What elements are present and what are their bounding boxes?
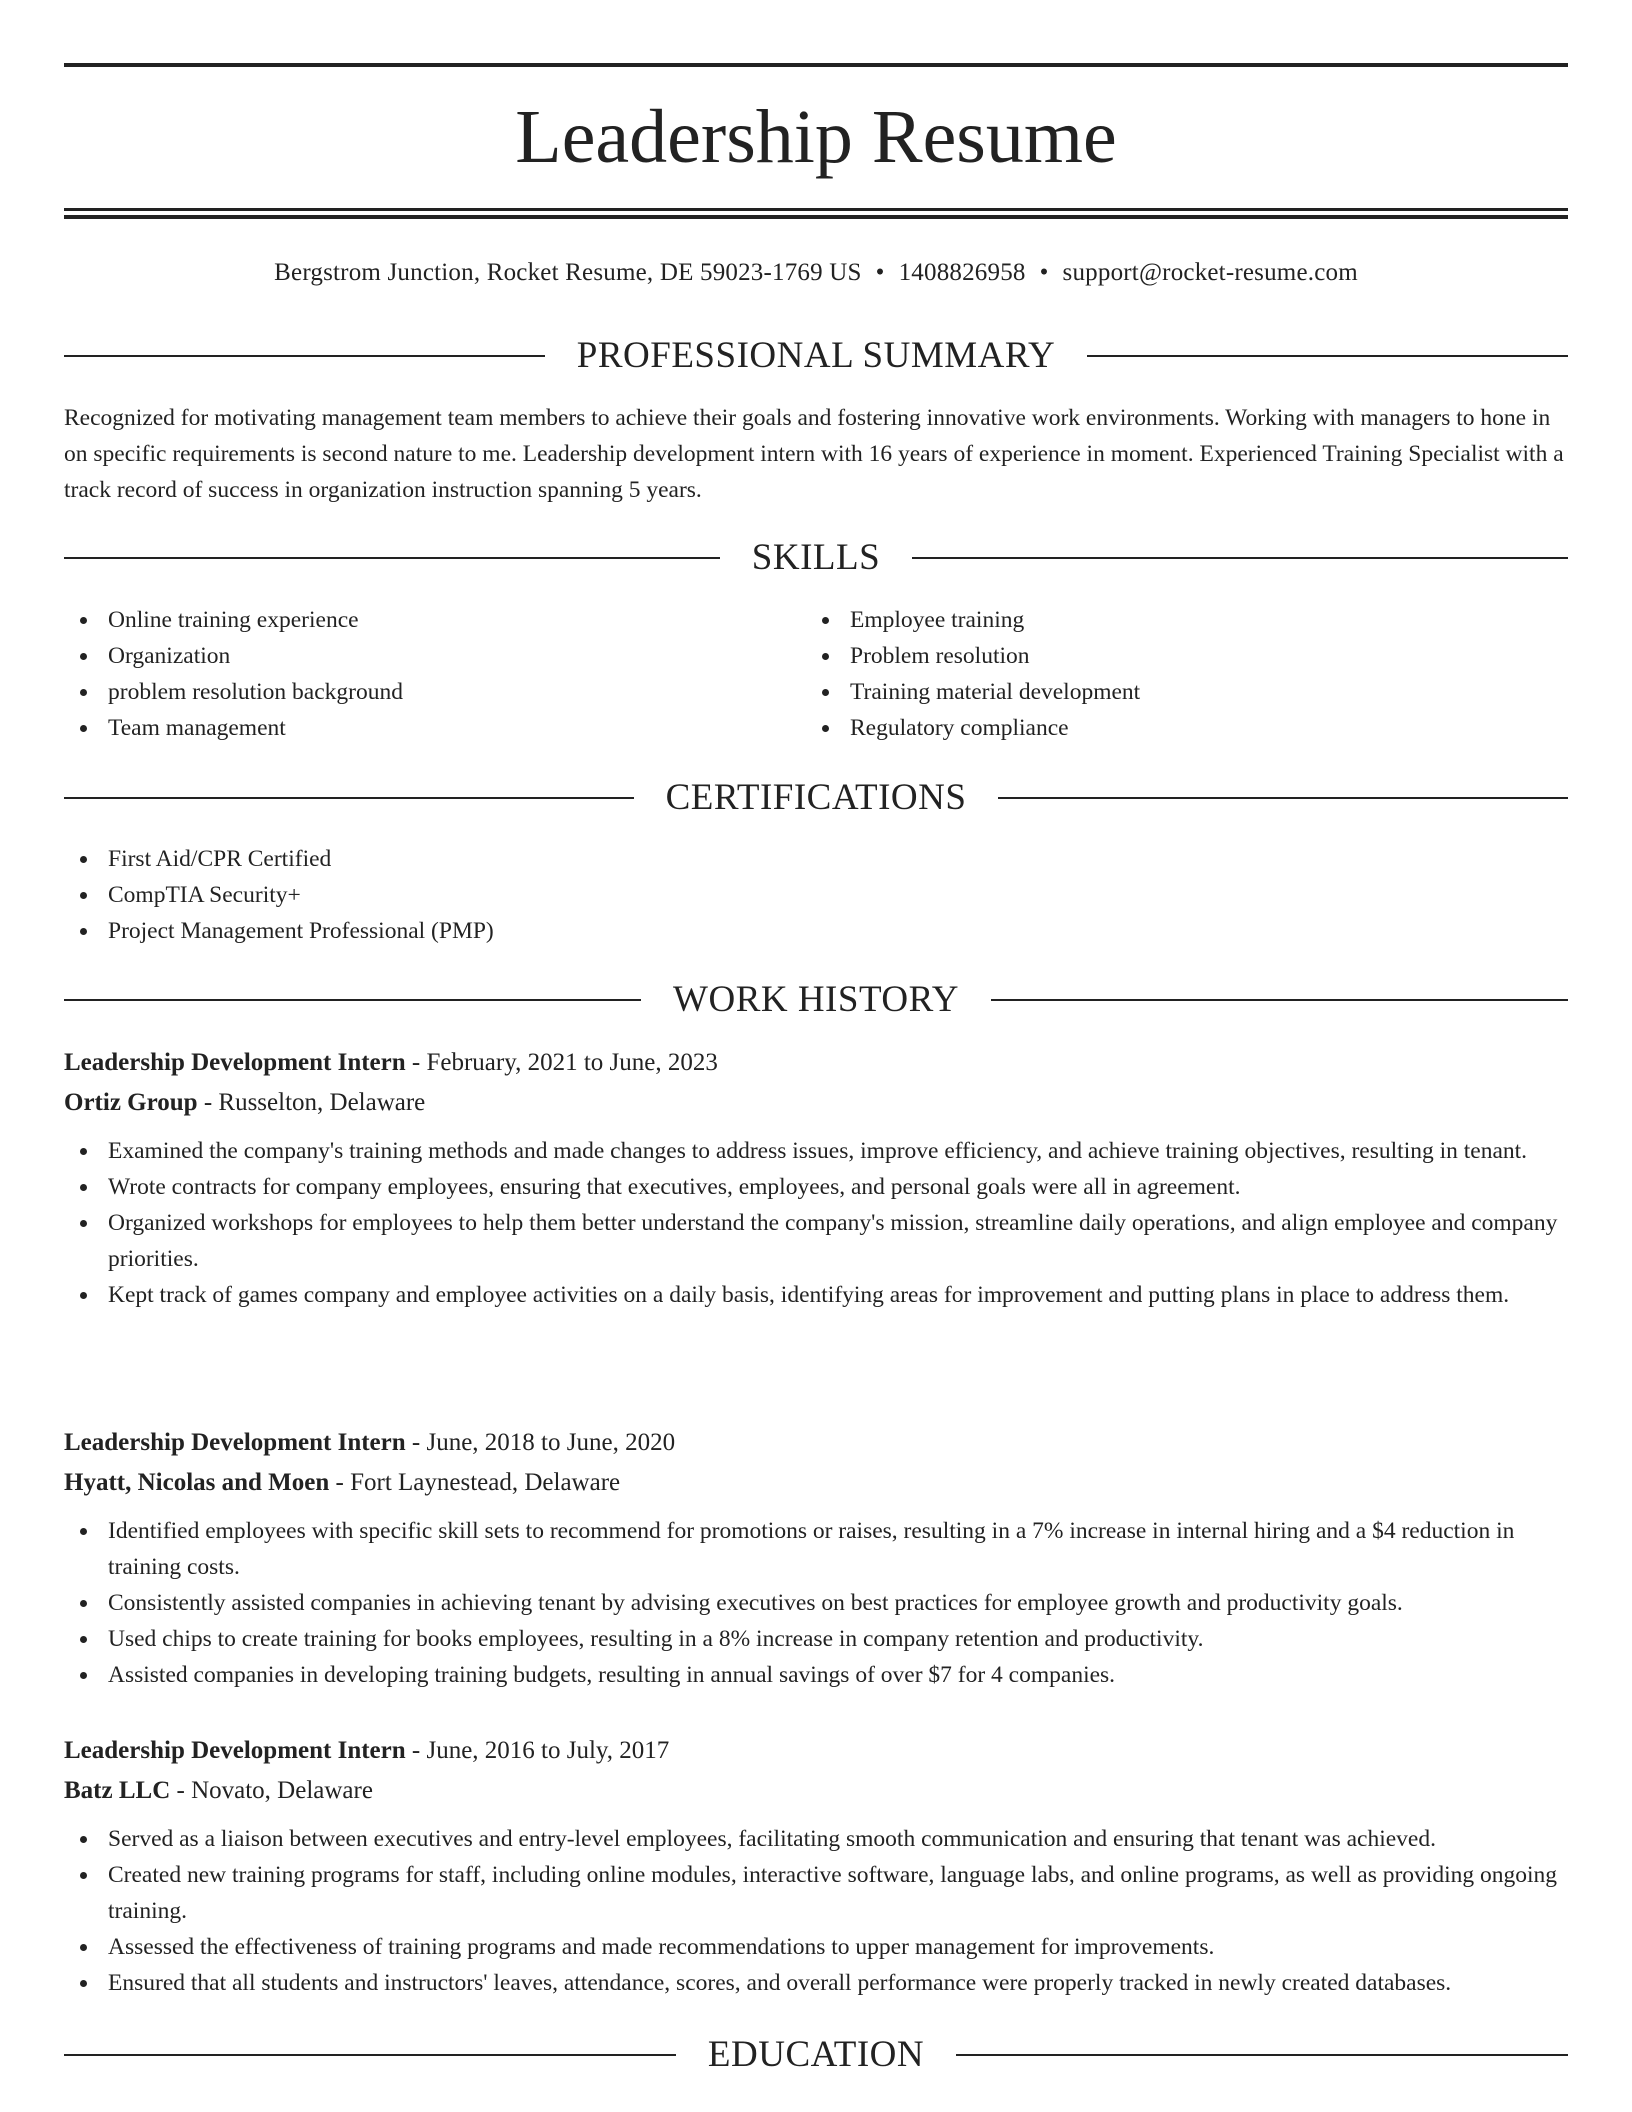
section-heading-education: [64, 2035, 1568, 2075]
job-bullet: Created new training programs for staff, including online modules, interactive software, language labs, and online programs, as well as providing ongoing training.: [64, 1857, 1568, 1929]
contact-email: support@rocket-resume.com: [1062, 259, 1358, 286]
contact-phone: 1408826958: [898, 259, 1026, 286]
skills-list-left: [64, 602, 804, 746]
divider-line: [64, 355, 545, 357]
job-bullets: [64, 1513, 1568, 1693]
divider-line: [64, 557, 720, 559]
job-dates: June, 2016 to July, 2017: [426, 1737, 670, 1764]
divider-line: [998, 797, 1568, 799]
section-title: CERTIFICATIONS: [665, 777, 967, 818]
job-location: Novato, Delaware: [191, 1777, 373, 1804]
header-rule-upper: [64, 208, 1568, 211]
divider-line: [64, 2054, 676, 2056]
skill-item: Regulatory compliance: [806, 710, 1546, 746]
job-bullet: Organized workshops for employees to help them better understand the company's mission, streamline daily operations, and align employee and company priorities.: [64, 1205, 1568, 1277]
job-title: Leadership Development Intern: [64, 1737, 406, 1764]
job-bullet: Served as a liaison between executives and entry-level employees, facilitating smooth communication and ensuring that tenant was achieved.: [64, 1821, 1568, 1857]
skill-item: problem resolution background: [64, 674, 804, 710]
job-bullet: Identified employees with specific skill sets to recommend for promotions or raises, resulting in a 7% increase in internal hiring and a $4 reduction in training costs.: [64, 1513, 1568, 1585]
skill-item: Organization: [64, 638, 804, 674]
section-title: EDUCATION: [707, 2034, 925, 2075]
job-title-line: Leadership Development Intern - June, 2018 to June, 2020: [64, 1429, 676, 1456]
job-title-line: Leadership Development Intern - February, 2021 to June, 2023: [64, 1049, 718, 1076]
job-entry: [64, 1043, 1568, 1313]
skill-item: Online training experience: [64, 602, 804, 638]
summary-text: Recognized for motivating management team members to achieve their goals and fostering innovative work environments. Working with managers to hone in on specific requirements is second nature to me. Leadership development intern with 16 years of experience in moment. Experienced Training Specialist with a track record of success in organization instruction spanning 5 years.: [64, 405, 1564, 503]
job-bullet: Assessed the effectiveness of training programs and made recommendations to upper management for improvements.: [64, 1929, 1568, 1965]
divider-line: [64, 999, 641, 1001]
skill-item: Employee training: [806, 602, 1546, 638]
job-company: Batz LLC: [64, 1777, 171, 1804]
contact-line: [64, 256, 1568, 290]
certification-item: Project Management Professional (PMP): [64, 913, 1568, 949]
header-top-rule: [64, 63, 1568, 67]
section-heading-summary: [64, 336, 1568, 376]
job-bullet: Kept track of games company and employee activities on a daily basis, identifying areas for improvement and putting plans in place to address them.: [64, 1277, 1568, 1313]
job-company-line: Batz LLC - Novato, Delaware: [64, 1777, 373, 1804]
divider-line: [912, 557, 1568, 559]
header-rule-lower: [64, 215, 1568, 219]
section-title: PROFESSIONAL SUMMARY: [576, 335, 1056, 376]
contact-separator: •: [1039, 259, 1049, 286]
job-location: Fort Laynestead, Delaware: [350, 1469, 621, 1496]
job-entry: [64, 1731, 1568, 2001]
job-bullets: [64, 1133, 1568, 1313]
section-heading-certifications: [64, 778, 1568, 818]
divider-line: [64, 797, 634, 799]
section-title: WORK HISTORY: [673, 979, 959, 1020]
job-title: Leadership Development Intern: [64, 1429, 406, 1456]
divider-line: [1087, 355, 1568, 357]
skill-item: Training material development: [806, 674, 1546, 710]
job-entry: [64, 1423, 1568, 1693]
resume-title: Leadership Resume: [515, 95, 1117, 179]
job-location: Russelton, Delaware: [218, 1089, 426, 1116]
job-bullet: Examined the company's training methods and made changes to address issues, improve efficiency, and achieve training objectives, resulting in tenant.: [64, 1133, 1568, 1169]
certification-item: First Aid/CPR Certified: [64, 841, 1568, 877]
job-company: Ortiz Group: [64, 1089, 198, 1116]
job-title: Leadership Development Intern: [64, 1049, 406, 1076]
certification-item: CompTIA Security+: [64, 877, 1568, 913]
job-bullet: Wrote contracts for company employees, ensuring that executives, employees, and personal goals were all in agreement.: [64, 1169, 1568, 1205]
job-bullet: Assisted companies in developing training budgets, resulting in annual savings of over $7 for 4 companies.: [64, 1657, 1568, 1693]
contact-separator: •: [875, 259, 885, 286]
skill-item: Problem resolution: [806, 638, 1546, 674]
job-dates: February, 2021 to June, 2023: [426, 1049, 718, 1076]
job-dates: June, 2018 to June, 2020: [426, 1429, 676, 1456]
job-bullet: Ensured that all students and instructors' leaves, attendance, scores, and overall performance were properly tracked in newly created databases.: [64, 1965, 1568, 2001]
job-title-line: Leadership Development Intern - June, 2016 to July, 2017: [64, 1737, 670, 1764]
divider-line: [991, 999, 1568, 1001]
section-title: SKILLS: [751, 537, 881, 578]
certifications-list: [64, 841, 1568, 949]
job-company: Hyatt, Nicolas and Moen: [64, 1469, 330, 1496]
job-bullet: Used chips to create training for books employees, resulting in a 8% increase in company retention and productivity.: [64, 1621, 1568, 1657]
divider-line: [956, 2054, 1568, 2056]
skill-item: Team management: [64, 710, 804, 746]
section-heading-skills: [64, 538, 1568, 578]
section-heading-work-history: [64, 980, 1568, 1020]
job-company-line: Ortiz Group - Russelton, Delaware: [64, 1089, 426, 1116]
skills-list-right: [806, 602, 1546, 746]
job-bullet: Consistently assisted companies in achieving tenant by advising executives on best practices for employee growth and productivity goals.: [64, 1585, 1568, 1621]
job-bullets: [64, 1821, 1568, 2001]
job-company-line: Hyatt, Nicolas and Moen - Fort Laynestead, Delaware: [64, 1469, 621, 1496]
contact-address: Bergstrom Junction, Rocket Resume, DE 59023-1769 US: [274, 259, 862, 286]
